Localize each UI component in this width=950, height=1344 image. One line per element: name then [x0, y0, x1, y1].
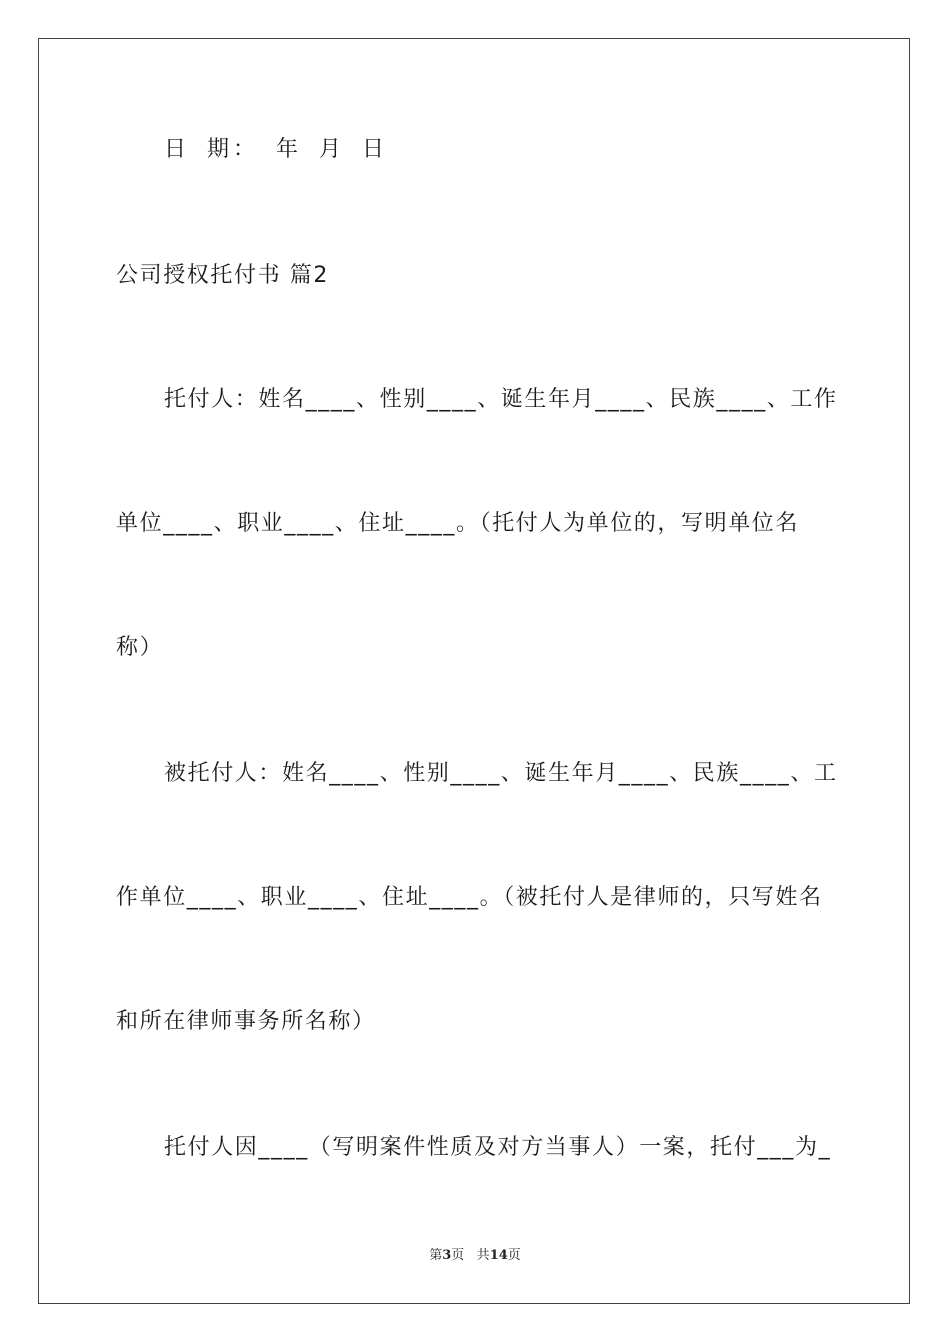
date-line: 日 期： 年 月 日: [164, 137, 388, 162]
page-prefix: 第: [429, 1248, 443, 1263]
principal-info-line-3: 称）: [116, 635, 164, 660]
total-suffix: 页: [507, 1248, 521, 1263]
current-page-number: 3: [442, 1248, 452, 1263]
agent-info-line-1: 被托付人：姓名____、性别____、诞生年月____、民族____、工: [164, 761, 838, 786]
agent-info-line-3: 和所在律师事务所名称）: [116, 1009, 376, 1034]
page-footer: [0, 1248, 950, 1264]
page-suffix: 页: [451, 1248, 465, 1263]
principal-info-line-1: 托付人：姓名____、性别____、诞生年月____、民族____、工作: [164, 387, 838, 412]
agent-info-line-2: 作单位____、职业____、住址____。（被托付人是律师的，只写姓名: [116, 885, 823, 910]
total-page-count: 14: [489, 1248, 508, 1263]
total-prefix: 共: [476, 1248, 490, 1263]
case-delegation-line: 托付人因____（写明案件性质及对方当事人）一案，托付___为_: [164, 1135, 832, 1160]
principal-info-line-2: 单位____、职业____、住址____。（托付人为单位的，写明单位名: [116, 511, 800, 536]
page-border: [38, 38, 910, 1304]
section-heading: 公司授权托付书 篇2: [116, 263, 329, 288]
